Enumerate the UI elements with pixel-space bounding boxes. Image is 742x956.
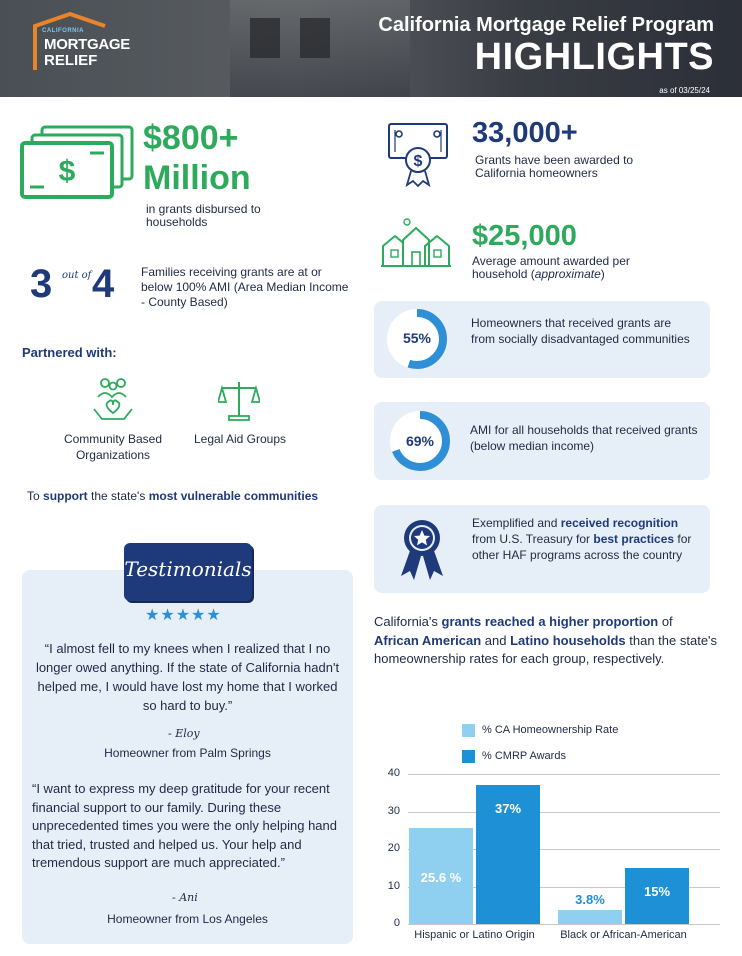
category-label: Hispanic or Latino Origin [414, 929, 535, 941]
card1-text: Homeowners that received grants are from socially disadvantaged communities [471, 316, 690, 346]
cash-award-icon [387, 122, 449, 188]
program-title: California Mortgage Relief Program [378, 14, 714, 36]
card3-span: Exemplified and [472, 516, 561, 530]
logo-small-text: CALIFORNIA [42, 28, 84, 34]
avg-text-italic: approximate [534, 267, 601, 281]
house-window [300, 18, 330, 58]
support-bold: most vulnerable communities [148, 489, 319, 503]
average-award-description [472, 255, 672, 281]
svg-text:$: $ [413, 153, 423, 170]
testimonials-heading: Testimonials [124, 557, 252, 581]
legend-label-homeownership: % CA Homeownership Rate [482, 724, 619, 736]
legend-label-cmrp: % CMRP Awards [482, 750, 566, 762]
house-window [250, 18, 280, 58]
neighborhood-houses-icon [381, 216, 451, 268]
money-icon [20, 125, 135, 200]
prop-bold: Latino households [510, 632, 626, 648]
support-text: the state's [87, 489, 149, 503]
proportion-statement [374, 613, 719, 669]
average-award: $25,000 [472, 220, 577, 252]
testimonial-signature: - Eloy [168, 727, 200, 740]
support-bold: support [43, 489, 88, 503]
partnered-heading: Partnered with: [22, 345, 117, 360]
pct-55-label: 55% [402, 330, 432, 346]
scales-of-justice-icon [218, 378, 260, 422]
logo-text-line1: MORTGAGE [44, 36, 130, 53]
highlights-heading: HIGHLIGHTS [474, 36, 714, 78]
amount-line1: $800+ [143, 119, 239, 157]
testimonial-signature: - Ani [172, 891, 198, 904]
grants-description: Grants have been awarded to California homeowners [475, 153, 634, 180]
bar-homeownership-1 [558, 910, 622, 924]
testimonial-quote: “I want to express my deep gratitude for your recent financial support to our family. During these unprecedented times you were the only helping hand that tried, trusted and helped us. Your help and tremendous support are much appreciated.” [32, 781, 337, 870]
card3-span: from U.S. Treasury for [472, 532, 594, 546]
ratio-denominator: 4 [92, 262, 115, 306]
prop-span: California's [374, 614, 442, 629]
gridline [408, 774, 720, 775]
testimonials-badge [124, 543, 252, 601]
amount-disbursed [143, 118, 251, 198]
card3-bold: best practices [593, 532, 675, 546]
amount-description: in grants disbursed to households [146, 202, 261, 229]
gridline [408, 924, 720, 925]
card3-text [472, 515, 697, 563]
ratio-numerator: 3 [30, 262, 53, 306]
testimonial-source: Homeowner from Palm Springs [104, 746, 271, 760]
bar-value-label: 15% [643, 883, 671, 899]
testimonial-source: Homeowner from Los Angeles [107, 912, 268, 926]
prop-span: and [481, 632, 511, 648]
five-star-rating: ★★★★★ [145, 607, 222, 624]
y-tick-label: 40 [387, 767, 400, 779]
y-tick-label: 0 [393, 917, 400, 929]
cbo-label: Community Based Organizations [63, 432, 163, 462]
prop-span: than the state's homeownership rates for each group, respectively. [374, 632, 718, 666]
stat-card-ami [374, 402, 710, 480]
prop-bold: grants reached a higher proportion [441, 614, 659, 629]
svg-text:$: $ [58, 155, 76, 188]
avg-text: Average amount awarded per household ( [472, 254, 630, 281]
y-tick-label: 20 [387, 842, 400, 854]
support-text: To [27, 489, 44, 503]
amount-line2: Million [143, 159, 251, 197]
testimonial-quote: “I almost fell to my knees when I realized that I no longer owed anything. If the state of California hadn't helped me, I would have lost my home that I worked so hard to buy.” [35, 641, 340, 713]
grants-count: 33,000+ [472, 117, 578, 149]
pct-69-label: 69% [405, 433, 435, 449]
date-stamp: as of 03/25/24 [659, 86, 710, 95]
card2-text: AMI for all households that received grants (below median income) [470, 423, 698, 453]
gridline [408, 812, 720, 813]
card3-bold: received recognition [560, 516, 679, 530]
legend-swatch-cmrp [462, 750, 475, 763]
logo-text-line2: RELIEF [44, 52, 98, 69]
card3-span: for other HAF programs across the country [472, 532, 692, 562]
support-statement [27, 489, 318, 503]
community-hands-icon [92, 377, 134, 423]
ratio-out-of: out of [62, 270, 92, 281]
award-ribbon-icon [399, 518, 445, 580]
legal-aid-label: Legal Aid Groups [193, 432, 287, 446]
avg-text: ) [600, 267, 605, 281]
header-banner [0, 0, 742, 97]
category-label: Black or African-American [560, 929, 687, 941]
legend-swatch-homeownership [462, 724, 475, 737]
bar-value-label: 25.6 % [420, 870, 462, 885]
stat-card-disadvantaged [374, 301, 710, 378]
ratio-description: Families receiving grants are at or below 100% AMI (Area Median Income - County Based) [141, 265, 349, 309]
y-tick-label: 30 [387, 804, 400, 817]
homeownership-bar-chart [374, 712, 734, 952]
prop-bold: African American [374, 632, 482, 648]
y-tick-label: 10 [387, 879, 400, 892]
bar-value-label: 3.8% [575, 891, 605, 907]
prop-span: of [658, 614, 673, 629]
bar-value-label: 37% [494, 801, 522, 817]
